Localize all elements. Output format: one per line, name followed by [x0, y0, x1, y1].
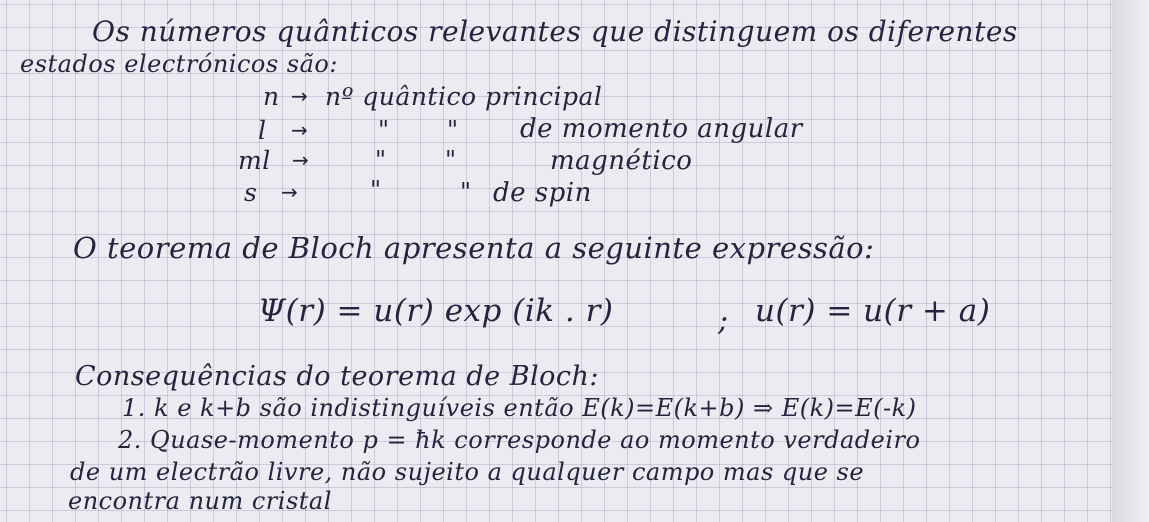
qn-symbol-l: l: [258, 116, 267, 145]
qn-arrow-ml: →: [292, 148, 310, 172]
qn-symbol-ml: ml: [238, 146, 271, 175]
qn-ditto-l-1: ": [378, 116, 390, 144]
bloch-separator: ;: [718, 303, 729, 338]
bloch-intro: O teorema de Bloch apresenta a seguinte expressão:: [73, 231, 875, 265]
consequence-2-cont-1: de um electrão livre, não sujeito a qualquer campo mas que se: [70, 458, 865, 486]
bloch-equation: Ψ(r) = u(r) exp (ik . r): [258, 293, 614, 329]
consequence-1: 1. k e k+b são indistinguíveis então E(k)=E(k+b) ⇒ E(k)=E(-k): [122, 394, 917, 422]
intro-line-1: Os números quânticos relevantes que distinguem os diferentes: [92, 15, 1018, 48]
qn-ditto-ml-2: ": [445, 146, 457, 174]
qn-desc-ml: magnético: [550, 146, 693, 176]
qn-desc-l: de momento angular: [520, 114, 803, 144]
consequence-2-cont-2: encontra num cristal: [68, 487, 332, 515]
qn-symbol-s: s: [244, 178, 258, 207]
qn-arrow-n: →: [291, 84, 309, 108]
qn-ditto-s-1: ": [370, 176, 382, 204]
bloch-periodicity: u(r) = u(r + a): [755, 293, 991, 329]
qn-ditto-s-2: ": [460, 178, 472, 206]
qn-desc-n: nº quântico principal: [325, 82, 603, 111]
qn-arrow-s: →: [281, 180, 299, 204]
consequences-title: Consequências do teorema de Bloch:: [75, 361, 600, 392]
qn-arrow-l: →: [291, 118, 309, 142]
qn-ditto-ml-1: ": [375, 146, 387, 174]
qn-desc-s: de spin: [493, 178, 592, 208]
qn-symbol-n: n: [263, 82, 280, 111]
consequence-2: 2. Quase-momento p = ħk corresponde ao momento verdadeiro: [118, 426, 921, 454]
qn-ditto-l-2: ": [447, 116, 459, 144]
page-edge: [1112, 0, 1149, 522]
intro-line-2: estados electrónicos são:: [20, 50, 338, 78]
